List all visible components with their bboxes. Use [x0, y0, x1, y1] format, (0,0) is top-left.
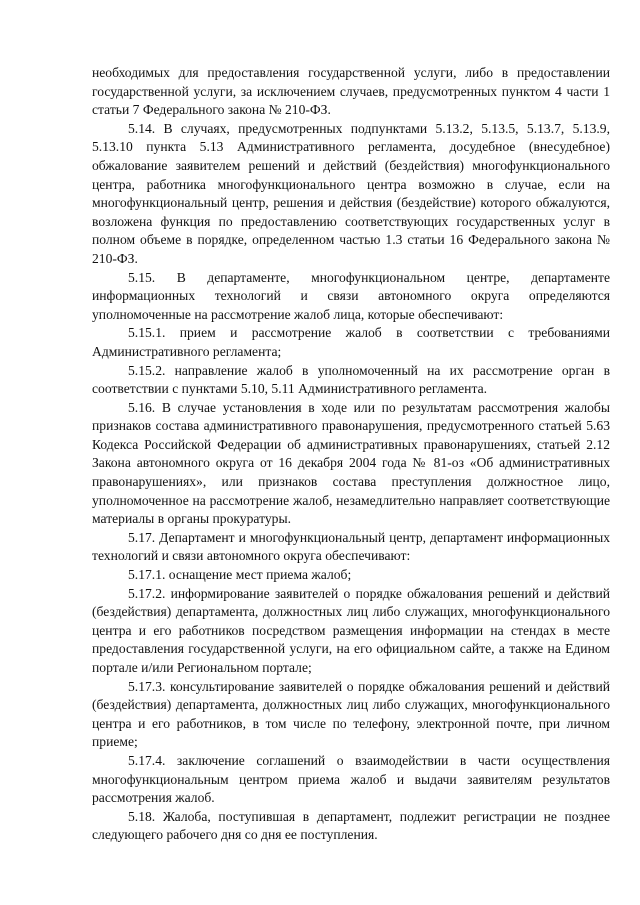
paragraph-5-17-3: 5.17.3. консультирование заявителей о порядке обжалования решений и действий (бездействия) департамента, должностных лиц либо служащих, многофункционального центра и его работников, в том числе по телефону, электронной почте, при личном приеме; — [92, 678, 610, 750]
paragraph-5-17-2: 5.17.2. информирование заявителей о порядке обжалования решений и действий (бездействия) департамента, должностных лиц либо служащих, многофункционального центра и его работников посредством размещения информации на стендах в месте предоставления государственной услуги, на его официальном сайте, а также на Едином портале и/или Региональном портале; — [92, 585, 610, 675]
paragraph-5-17-4: 5.17.4. заключение соглашений о взаимодействии в части осуществления многофункциональным центром приема жалоб и выдачи заявителям результатов рассмотрения жалоб. — [92, 752, 610, 806]
paragraph-5-15: 5.15. В департаменте, многофункциональном центре, департаменте информационных технологий и связи автономного округа определяются уполномоченные на рассмотрение жалоб лица, которые обеспечивают: — [92, 269, 610, 322]
paragraph-5-17-1: 5.17.1. оснащение мест приема жалоб; — [128, 567, 352, 583]
paragraph-continuation: необходимых для предоставления государственной услуги, либо в предоставлении государственной услуги, за исключением случаев, предусмотренных пунктом 4 части 1 статьи 7 Федерального закона № 210-ФЗ. — [92, 65, 610, 118]
paragraph-5-15-1: 5.15.1. прием и рассмотрение жалоб в соответствии с требованиями Административного регламента; — [92, 325, 610, 359]
paragraph-5-17: 5.17. Департамент и многофункциональный центр, департамент информационных технологий и связи автономного округа обеспечивают: — [92, 529, 610, 564]
paragraph-5-16: 5.16. В случае установления в ходе или по результатам рассмотрения жалобы признаков состава административного правонарушения, предусмотренного статьей 5.63 Кодекса Российской Федерации об административных правонарушениях, статьей 2.12 Закона автономного округа от 16 декабря 2004 года № 81-оз «Об административных правонарушениях», или признаков состава преступления должностное лицо, уполномоченное на рассмотрение жалоб, незамедлительно направляет соответствующие материалы в органы прокуратуры. — [92, 399, 610, 527]
paragraph-5-15-2: 5.15.2. направление жалоб в уполномоченный на их рассмотрение орган в соответствии с пунктами 5.10, 5.11 Административного регламента. — [92, 362, 610, 397]
paragraph-5-18: 5.18. Жалоба, поступившая в департамент, подлежит регистрации не позднее следующего рабочего дня со дня ее поступления. — [92, 808, 610, 843]
document-body — [92, 64, 610, 845]
paragraph-5-14: 5.14. В случаях, предусмотренных подпунктами 5.13.2, 5.13.5, 5.13.7, 5.13.9, 5.13.10 пункта 5.13 Административного регламента, досудебное (внесудебное) обжалование заявителем решений и действий (бездействия) многофункционального центра, работника многофункционального центра возможно в случае, если на многофункциональный центр, решения и действия (бездействие) которого обжалуются, возложена функция по предоставлению соответствующих государственных услуг в полном объеме в порядке, определенном частью 1.3 статьи 16 Федерального закона № 210-ФЗ. — [92, 120, 610, 266]
